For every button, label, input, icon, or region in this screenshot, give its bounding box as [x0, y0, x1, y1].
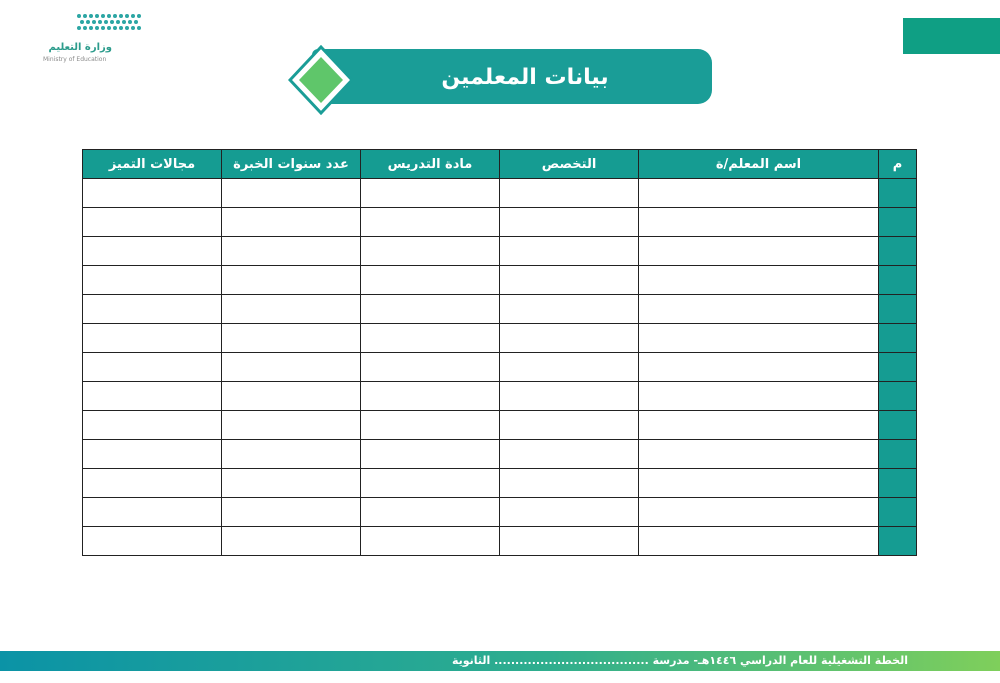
cell-number — [879, 179, 917, 208]
cell-excellence[interactable] — [83, 498, 222, 527]
cell-experience[interactable] — [222, 295, 361, 324]
table-row — [83, 382, 917, 411]
cell-subject[interactable] — [361, 295, 500, 324]
table-row — [83, 527, 917, 556]
cell-experience[interactable] — [222, 527, 361, 556]
cell-excellence[interactable] — [83, 266, 222, 295]
cell-number — [879, 498, 917, 527]
header-experience: عدد سنوات الخبرة — [222, 150, 361, 179]
cell-specialty[interactable] — [500, 469, 639, 498]
cell-specialty[interactable] — [500, 498, 639, 527]
cell-number — [879, 382, 917, 411]
cell-number — [879, 440, 917, 469]
cell-excellence[interactable] — [83, 208, 222, 237]
table-row — [83, 208, 917, 237]
table-row — [83, 179, 917, 208]
cell-subject[interactable] — [361, 411, 500, 440]
cell-excellence[interactable] — [83, 237, 222, 266]
cell-excellence[interactable] — [83, 179, 222, 208]
cell-teacher-name[interactable] — [639, 295, 879, 324]
cell-specialty[interactable] — [500, 266, 639, 295]
cell-number — [879, 266, 917, 295]
cell-experience[interactable] — [222, 179, 361, 208]
cell-teacher-name[interactable] — [639, 208, 879, 237]
header-number: م — [879, 150, 917, 179]
logo-dots-icon — [76, 12, 146, 38]
cell-experience[interactable] — [222, 440, 361, 469]
diamond-icon — [288, 45, 354, 115]
cell-teacher-name[interactable] — [639, 179, 879, 208]
cell-teacher-name[interactable] — [639, 266, 879, 295]
table-row — [83, 353, 917, 382]
cell-subject[interactable] — [361, 440, 500, 469]
cell-specialty[interactable] — [500, 527, 639, 556]
cell-experience[interactable] — [222, 266, 361, 295]
cell-number — [879, 237, 917, 266]
table-row — [83, 324, 917, 353]
header-excellence: مجالات التميز — [83, 150, 222, 179]
cell-subject[interactable] — [361, 208, 500, 237]
cell-excellence[interactable] — [83, 324, 222, 353]
header-teacher-name: اسم المعلم/ة — [639, 150, 879, 179]
cell-specialty[interactable] — [500, 179, 639, 208]
table-row — [83, 266, 917, 295]
cell-excellence[interactable] — [83, 469, 222, 498]
cell-experience[interactable] — [222, 382, 361, 411]
cell-specialty[interactable] — [500, 324, 639, 353]
cell-excellence[interactable] — [83, 527, 222, 556]
cell-subject[interactable] — [361, 324, 500, 353]
table-row — [83, 295, 917, 324]
table-row — [83, 469, 917, 498]
header-subject: مادة التدريس — [361, 150, 500, 179]
cell-excellence[interactable] — [83, 382, 222, 411]
cell-teacher-name[interactable] — [639, 382, 879, 411]
table-header-row — [83, 150, 917, 179]
ministry-logo — [40, 12, 150, 68]
table-row — [83, 498, 917, 527]
cell-number — [879, 295, 917, 324]
table-row — [83, 237, 917, 266]
cell-number — [879, 527, 917, 556]
cell-experience[interactable] — [222, 353, 361, 382]
cell-specialty[interactable] — [500, 382, 639, 411]
table-row — [83, 440, 917, 469]
cell-specialty[interactable] — [500, 295, 639, 324]
cell-number — [879, 324, 917, 353]
cell-excellence[interactable] — [83, 353, 222, 382]
page-title: بيانات المعلمين — [441, 64, 609, 90]
cell-experience[interactable] — [222, 208, 361, 237]
cell-specialty[interactable] — [500, 237, 639, 266]
cell-number — [879, 469, 917, 498]
cell-experience[interactable] — [222, 237, 361, 266]
cell-excellence[interactable] — [83, 295, 222, 324]
logo-arabic-text: وزارة التعليم — [48, 42, 112, 53]
cell-teacher-name[interactable] — [639, 411, 879, 440]
cell-subject[interactable] — [361, 266, 500, 295]
logo-english-text: Ministry of Education — [43, 56, 107, 63]
cell-subject[interactable] — [361, 179, 500, 208]
table-row — [83, 411, 917, 440]
cell-specialty[interactable] — [500, 353, 639, 382]
cell-excellence[interactable] — [83, 440, 222, 469]
cell-number — [879, 208, 917, 237]
table-body — [83, 179, 917, 556]
cell-subject[interactable] — [361, 469, 500, 498]
cell-experience[interactable] — [222, 469, 361, 498]
header-specialty: التخصص — [500, 150, 639, 179]
cell-teacher-name[interactable] — [639, 237, 879, 266]
footer-text: الخطة التشغيلية للعام الدراسي ١٤٤٦هـ- مدرسة ..................................... الثانوية — [451, 654, 908, 667]
cell-teacher-name[interactable] — [639, 324, 879, 353]
cell-experience[interactable] — [222, 411, 361, 440]
cell-number — [879, 353, 917, 382]
cell-subject[interactable] — [361, 498, 500, 527]
cell-subject[interactable] — [361, 382, 500, 411]
cell-subject[interactable] — [361, 353, 500, 382]
corner-accent-bar — [903, 18, 1000, 54]
cell-subject[interactable] — [361, 527, 500, 556]
cell-number — [879, 411, 917, 440]
cell-specialty[interactable] — [500, 411, 639, 440]
cell-experience[interactable] — [222, 324, 361, 353]
cell-teacher-name[interactable] — [639, 498, 879, 527]
cell-specialty[interactable] — [500, 440, 639, 469]
cell-experience[interactable] — [222, 498, 361, 527]
cell-teacher-name[interactable] — [639, 440, 879, 469]
cell-excellence[interactable] — [83, 411, 222, 440]
teachers-table — [82, 149, 917, 556]
cell-teacher-name[interactable] — [639, 469, 879, 498]
cell-specialty[interactable] — [500, 208, 639, 237]
cell-teacher-name[interactable] — [639, 353, 879, 382]
cell-teacher-name[interactable] — [639, 527, 879, 556]
cell-subject[interactable] — [361, 237, 500, 266]
